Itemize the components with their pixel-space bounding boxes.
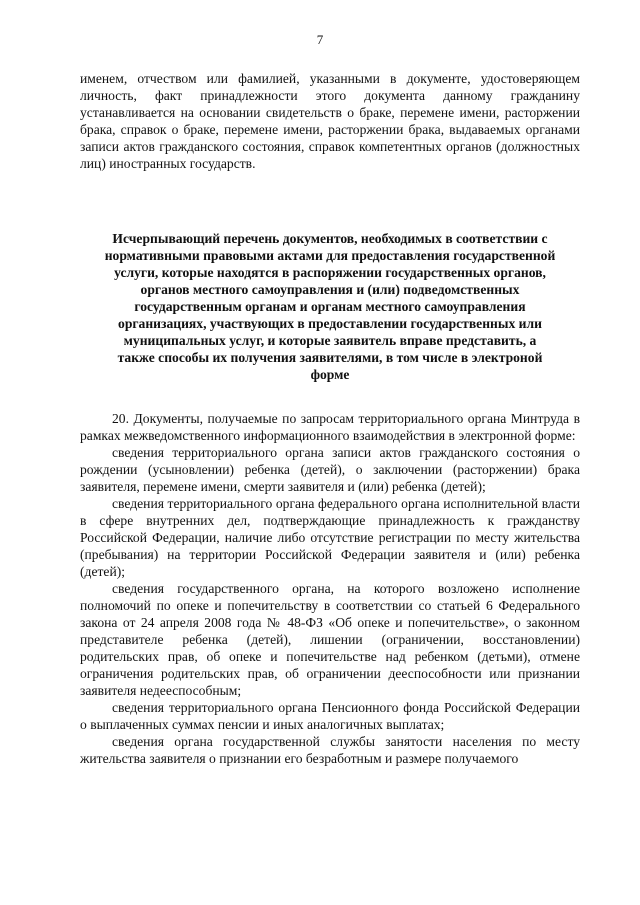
list-item-guardianship: сведения государственного органа, на которого возложено исполнение полномочий по опеке и попечительству в соответствии со статьей 6 Федерального закона от 24 апреля 2008 года № 48-ФЗ «Об опеке и попечительстве», о законном представителе ребенка (детей), лишении (ограничении, восстановлении) родительских прав, об опеке и попечительстве над ребенком (детьми), отмене ограничения родительских прав, об ограничении дееспособности или признании заявителя недееспособным; xyxy=(80,581,580,698)
list-item-internal-affairs: сведения территориального органа федерального органа исполнительной власти в сфере внутренних дел, подтверждающие принадлежность к гражданству Российской Федерации, наличие либо отсутствие регистрации по месту жительства (пребывания) на территории Российской Федерации заявителя и (или) ребенка (детей); xyxy=(80,496,580,579)
page-number: 7 xyxy=(316,32,324,47)
heading-line: нормативными правовыми актами для предоставления государственной xyxy=(104,248,556,263)
heading-line: также способы их получения заявителями, в том числе в электроной xyxy=(117,350,543,365)
list-item-employment-service: сведения органа государственной службы занятости населения по месту жительства заявителя о признании его безработным и размере получаемого xyxy=(80,734,580,766)
heading-line: организациях, участвующих в предоставлении государственных или xyxy=(118,316,542,331)
list-item-civil-registry: сведения территориального органа записи актов гражданского состояния о рождении (усыновлении) ребенка (детей), о заключении (расторжении) брака заявителя, перемене имени, смерти заявителя и (или) ребенка (детей); xyxy=(80,445,580,494)
section-body xyxy=(80,410,580,767)
heading-line: органов местного самоуправления и (или) подведомственных xyxy=(140,282,520,297)
paragraph-20: 20. Документы, получаемые по запросам территориального органа Минтруда в рамках межведомственного информационного взаимодействия в электронной форме: xyxy=(80,411,580,443)
list-item-pension-fund: сведения территориального органа Пенсионного фонда Российской Федерации о выплаченных суммах пенсии и иных аналогичных выплатах; xyxy=(80,700,580,732)
heading-line: услуги, которые находятся в распоряжении государственных органов, xyxy=(114,265,546,280)
intro-paragraph-block xyxy=(80,70,580,172)
intro-paragraph: именем, отчеством или фамилией, указанными в документе, удостоверяющем личность, факт принадлежности этого документа данному гражданину устанавливается на основании свидетельств о браке, перемене имени, расторжении брака, справок о браке, перемене имени, расторжении брака, выдаваемых органами записи актов гражданского состояния, справок компетентных органов (должностных лиц) иностранных государств. xyxy=(80,71,580,171)
heading-line: Исчерпывающий перечень документов, необходимых в соответствии с xyxy=(112,231,548,246)
heading-line: муниципальных услуг, и которые заявитель вправе представить, а xyxy=(123,333,537,348)
heading-line: государственным органам и органам местного самоуправления xyxy=(134,299,526,314)
heading-line: форме xyxy=(310,367,350,382)
section-heading xyxy=(80,230,580,383)
